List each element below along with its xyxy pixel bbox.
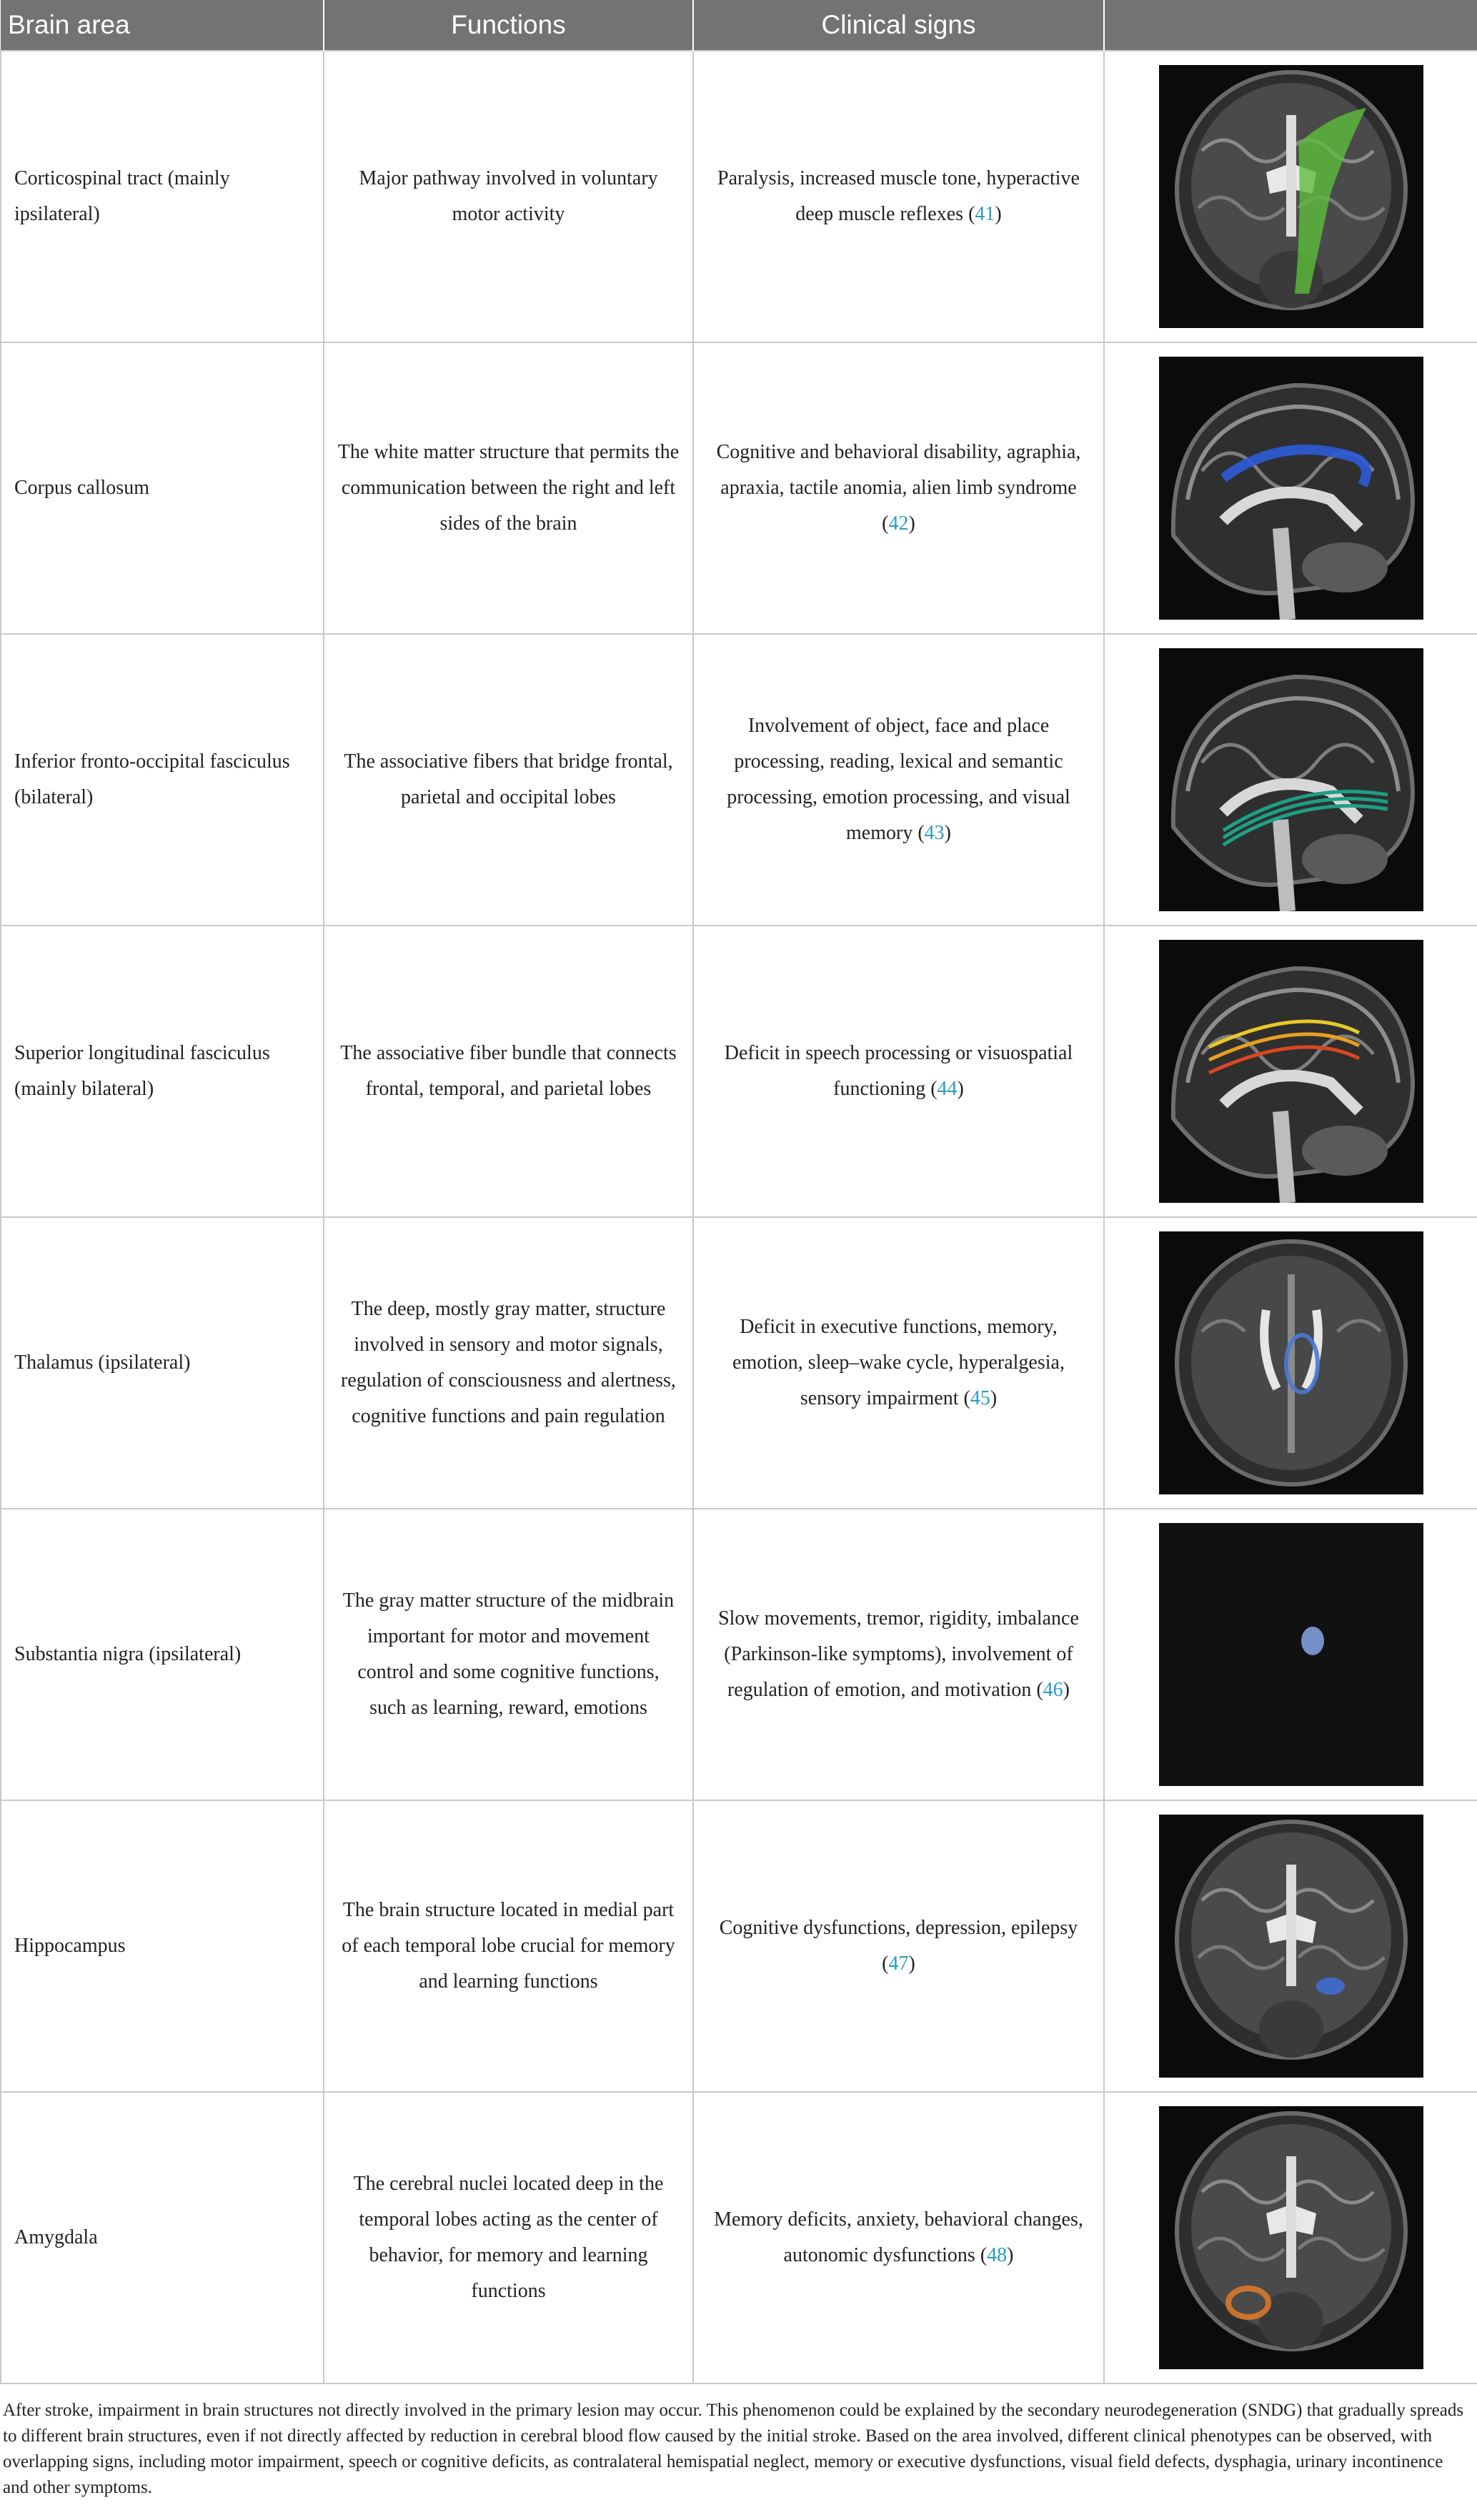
table-body xyxy=(1,51,1477,2383)
table-row-4 xyxy=(1,926,1477,1217)
header-clinical-signs: Clinical signs xyxy=(693,0,1104,51)
mri-image-cell xyxy=(1104,634,1477,926)
axial-swi-substantia-nigra xyxy=(1159,1523,1423,1786)
functions-cell: The gray matter structure of the midbrain important for motor and movement control and some cognitive functions, such as learning, reward, emotions xyxy=(324,1509,693,1800)
sagittal-mri-corpus-callosum xyxy=(1159,357,1423,620)
functions-cell: The brain structure located in medial part of each temporal lobe crucial for memory and learning functions xyxy=(324,1800,693,2092)
table-row-3 xyxy=(1,634,1477,926)
sagittal-mri-slf xyxy=(1159,940,1423,1203)
reference-link[interactable]: 45 xyxy=(970,1387,990,1409)
clinical-signs-text: Memory deficits, anxiety, behavioral changes, autonomic dysfunctions xyxy=(714,2208,1083,2266)
clinical-signs-text: Involvement of object, face and place processing, reading, lexical and semantic processing, emotion processing, and visual memory xyxy=(727,715,1070,844)
table-row-6 xyxy=(1,1509,1477,1800)
header-row xyxy=(1,0,1477,51)
coronal-mri-hippocampus xyxy=(1159,1815,1423,2078)
clinical-signs-cell: Deficit in executive functions, memory, emotion, sleep–wake cycle, hyperalgesia, sensory impairment (45) xyxy=(693,1217,1104,1509)
structure-highlight xyxy=(1316,1978,1345,1995)
brain-area-cell: Hippocampus xyxy=(1,1800,324,2092)
reference-link[interactable]: 43 xyxy=(924,822,945,844)
brain-area-cell: Corticospinal tract (mainly ipsilateral) xyxy=(1,51,324,342)
reference-link[interactable]: 42 xyxy=(888,512,909,535)
table-row-5 xyxy=(1,1217,1477,1509)
brain-area-cell: Inferior fronto-occipital fasciculus (bilateral) xyxy=(1,634,324,926)
functions-cell: The cerebral nuclei located deep in the temporal lobes acting as the center of behavior, for memory and learning functions xyxy=(324,2092,693,2383)
table-row-7 xyxy=(1,1800,1477,2092)
brain-area-cell: Substantia nigra (ipsilateral) xyxy=(1,1509,324,1800)
mri-image-cell xyxy=(1104,2092,1477,2383)
mri-image-cell xyxy=(1104,1800,1477,2092)
functions-cell: The white matter structure that permits the communication between the right and left sides of the brain xyxy=(324,342,693,634)
clinical-signs-cell: Paralysis, increased muscle tone, hyperactive deep muscle reflexes (41) xyxy=(693,51,1104,342)
axial-mri-thalamus xyxy=(1159,1231,1423,1494)
sagittal-mri-ifof xyxy=(1159,648,1423,911)
functions-cell: The associative fiber bundle that connects frontal, temporal, and parietal lobes xyxy=(324,926,693,1217)
functions-cell: The associative fibers that bridge frontal, parietal and occipital lobes xyxy=(324,634,693,926)
structure-highlight xyxy=(1301,1627,1324,1655)
table-footnote: After stroke, impairment in brain structures not directly involved in the primary lesion may occur. This phenomenon could be explained by the secondary neurodegeneration (SNDG) that gradually spreads to different brain structures, even if not directly affected by reduction in cerebral blood flow caused by the initial stroke. Based on the area involved, different clinical phenotypes can be observed, with overlapping signs, including motor impairment, speech or cognitive deficits, as contralateral hemispatial neglect, memory or executive dysfunctions, visual field defects, dysphagia, urinary incontinence and other symptoms. xyxy=(3,2401,1464,2497)
clinical-signs-cell: Cognitive dysfunctions, depression, epilepsy (47) xyxy=(693,1800,1104,2092)
mri-image-cell xyxy=(1104,342,1477,634)
clinical-signs-cell: Deficit in speech processing or visuospatial functioning (44) xyxy=(693,926,1104,1217)
clinical-signs-text: Deficit in speech processing or visuospatial functioning xyxy=(724,1042,1073,1100)
brain-area-cell: Superior longitudinal fasciculus (mainly bilateral) xyxy=(1,926,324,1217)
table-row-1 xyxy=(1,51,1477,342)
reference-link[interactable]: 48 xyxy=(987,2244,1008,2266)
reference-link[interactable]: 41 xyxy=(975,203,995,225)
reference-link[interactable]: 47 xyxy=(888,1953,909,1975)
functions-cell: The deep, mostly gray matter, structure involved in sensory and motor signals, regulation of consciousness and alertness, cognitive functions and pain regulation xyxy=(324,1217,693,1509)
clinical-signs-text: Paralysis, increased muscle tone, hyperactive deep muscle reflexes xyxy=(717,167,1080,225)
header-image xyxy=(1104,0,1477,51)
reference-link[interactable]: 46 xyxy=(1043,1679,1063,1701)
header-functions: Functions xyxy=(324,0,693,51)
coronal-mri-corticospinal-tract xyxy=(1159,65,1423,328)
clinical-signs-cell: Slow movements, tremor, rigidity, imbalance (Parkinson-like symptoms), involvement of regulation of emotion, and motivation (46) xyxy=(693,1509,1104,1800)
table-row-8 xyxy=(1,2092,1477,2383)
brain-area-cell: Corpus callosum xyxy=(1,342,324,634)
brain-area-cell: Amygdala xyxy=(1,2092,324,2383)
clinical-signs-text: Deficit in executive functions, memory, emotion, sleep–wake cycle, hyperalgesia, sensory impairment xyxy=(732,1316,1065,1409)
mri-image-cell xyxy=(1104,51,1477,342)
clinical-signs-cell: Memory deficits, anxiety, behavioral changes, autonomic dysfunctions (48) xyxy=(693,2092,1104,2383)
mri-image-cell xyxy=(1104,1217,1477,1509)
mri-image-cell xyxy=(1104,926,1477,1217)
clinical-signs-cell: Cognitive and behavioral disability, agraphia, apraxia, tactile anomia, alien limb syndrome (42) xyxy=(693,342,1104,634)
reference-link[interactable]: 44 xyxy=(937,1078,958,1100)
coronal-mri-amygdala xyxy=(1159,2106,1423,2369)
table-row-2 xyxy=(1,342,1477,634)
mri-image-cell xyxy=(1104,1509,1477,1800)
clinical-signs-text: Cognitive dysfunctions, depression, epilepsy xyxy=(719,1917,1078,1939)
header-brain-area: Brain area xyxy=(1,0,324,51)
clinical-signs-text: Slow movements, tremor, rigidity, imbalance (Parkinson-like symptoms), involvement of regulation of emotion, and motivation xyxy=(718,1607,1079,1701)
clinical-signs-text: Cognitive and behavioral disability, agraphia, apraxia, tactile anomia, alien limb syndrome xyxy=(716,441,1081,499)
brain-area-cell: Thalamus (ipsilateral) xyxy=(1,1217,324,1509)
clinical-signs-cell: Involvement of object, face and place processing, reading, lexical and semantic processing, emotion processing, and visual memory (43) xyxy=(693,634,1104,926)
functions-cell: Major pathway involved in voluntary motor activity xyxy=(324,51,693,342)
